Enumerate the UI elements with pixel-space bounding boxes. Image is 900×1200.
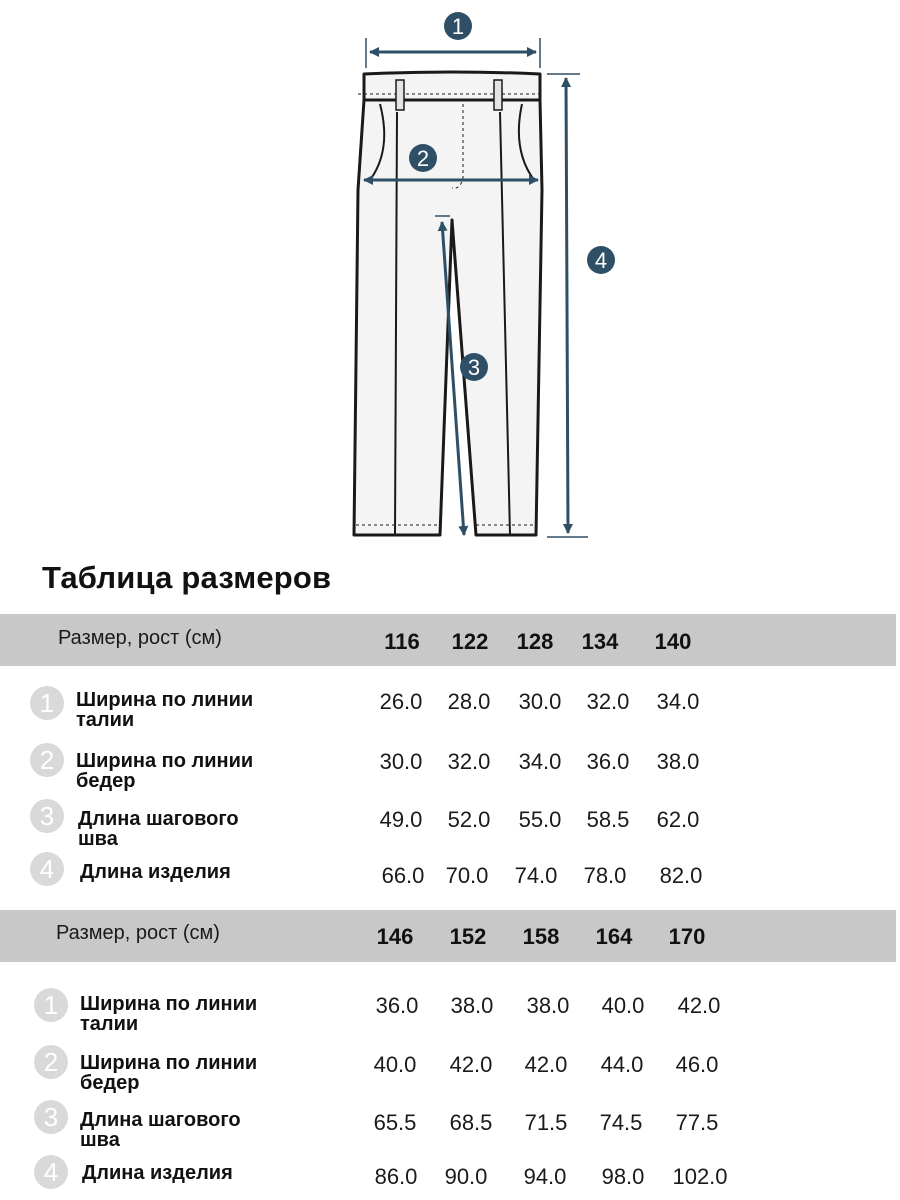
table-cell: 36.0 (375, 993, 419, 1018)
size-column-header: 146 (376, 924, 414, 949)
row-label: Ширина по линии талии (76, 689, 254, 731)
row-number-badge: 4 (34, 1155, 68, 1189)
table-cell: 66.0 (381, 863, 425, 888)
svg-text:4: 4 (594, 248, 608, 273)
row-label: Ширина по линии бедер (80, 1052, 258, 1094)
table-cell: 77.5 (675, 1110, 719, 1135)
table-cell: 62.0 (656, 807, 700, 832)
table-cell: 36.0 (586, 749, 630, 774)
table-cell: 74.0 (514, 863, 558, 888)
svg-text:3: 3 (467, 355, 481, 380)
table-cell: 38.0 (526, 993, 570, 1018)
table-cell: 42.0 (677, 993, 721, 1018)
table-cell: 49.0 (379, 807, 423, 832)
row-label: Длина изделия (82, 1162, 233, 1184)
table-cell: 94.0 (523, 1164, 567, 1189)
size-column-header: 134 (581, 629, 619, 654)
table-cell: 28.0 (447, 689, 491, 714)
table-cell: 40.0 (373, 1052, 417, 1077)
size-column-header: 128 (516, 629, 554, 654)
marker-3 (460, 353, 488, 381)
table-cell: 42.0 (449, 1052, 493, 1077)
size-column-header: 122 (451, 629, 489, 654)
row-label: Длина шагового шва (78, 808, 239, 850)
size-header-label: Размер, рост (см) (56, 922, 220, 944)
table-cell: 32.0 (586, 689, 630, 714)
row-number-badge: 3 (30, 799, 64, 833)
table-cell: 26.0 (379, 689, 423, 714)
table-cell: 65.5 (373, 1110, 417, 1135)
size-column-header: 116 (384, 629, 420, 654)
table-cell: 68.5 (449, 1110, 493, 1135)
table-cell: 98.0 (601, 1164, 645, 1189)
table-cell: 44.0 (600, 1052, 644, 1077)
row-label: Длина изделия (80, 861, 231, 883)
table-cell: 30.0 (518, 689, 562, 714)
table-cell: 46.0 (675, 1052, 719, 1077)
size-column-header: 140 (654, 629, 692, 654)
row-number-badge: 2 (34, 1045, 68, 1079)
table-cell: 90.0 (444, 1164, 488, 1189)
row-number-badge: 1 (30, 686, 64, 720)
svg-text:2: 2 (416, 146, 430, 171)
table-cell: 86.0 (374, 1164, 418, 1189)
size-column-header: 164 (595, 924, 633, 949)
row-label: Длина шагового шва (80, 1109, 241, 1151)
table-cell: 74.5 (599, 1110, 643, 1135)
table-cell: 102.0 (672, 1164, 728, 1189)
row-label: Ширина по линии бедер (76, 750, 254, 792)
marker-2 (409, 144, 437, 172)
table-cell: 34.0 (518, 749, 562, 774)
table-cell: 71.5 (524, 1110, 568, 1135)
size-column-header: 158 (522, 924, 560, 949)
table-cell: 38.0 (450, 993, 494, 1018)
table-cell: 34.0 (656, 689, 700, 714)
row-label: Ширина по линии талии (80, 993, 258, 1035)
table-cell: 82.0 (659, 863, 703, 888)
row-number-badge: 4 (30, 852, 64, 886)
table-cell: 40.0 (601, 993, 645, 1018)
table-cell: 52.0 (447, 807, 491, 832)
table-cell: 58.5 (586, 807, 630, 832)
pants-measurement-diagram (0, 0, 900, 560)
size-column-header: 152 (449, 924, 487, 949)
row-number-badge: 2 (30, 743, 64, 777)
table-cell: 70.0 (445, 863, 489, 888)
svg-text:1: 1 (451, 14, 465, 39)
table-cell: 30.0 (379, 749, 423, 774)
row-number-badge: 1 (34, 988, 68, 1022)
table-cell: 78.0 (583, 863, 627, 888)
table-cell: 32.0 (447, 749, 491, 774)
marker-4 (587, 246, 615, 274)
row-number-badge: 3 (34, 1100, 68, 1134)
marker-1 (444, 12, 472, 40)
page-title: Таблица размеров (42, 560, 332, 595)
table-cell: 42.0 (524, 1052, 568, 1077)
table-cell: 55.0 (518, 807, 562, 832)
table-cell: 38.0 (656, 749, 700, 774)
size-header-label: Размер, рост (см) (58, 627, 222, 649)
size-column-header: 170 (668, 924, 706, 949)
